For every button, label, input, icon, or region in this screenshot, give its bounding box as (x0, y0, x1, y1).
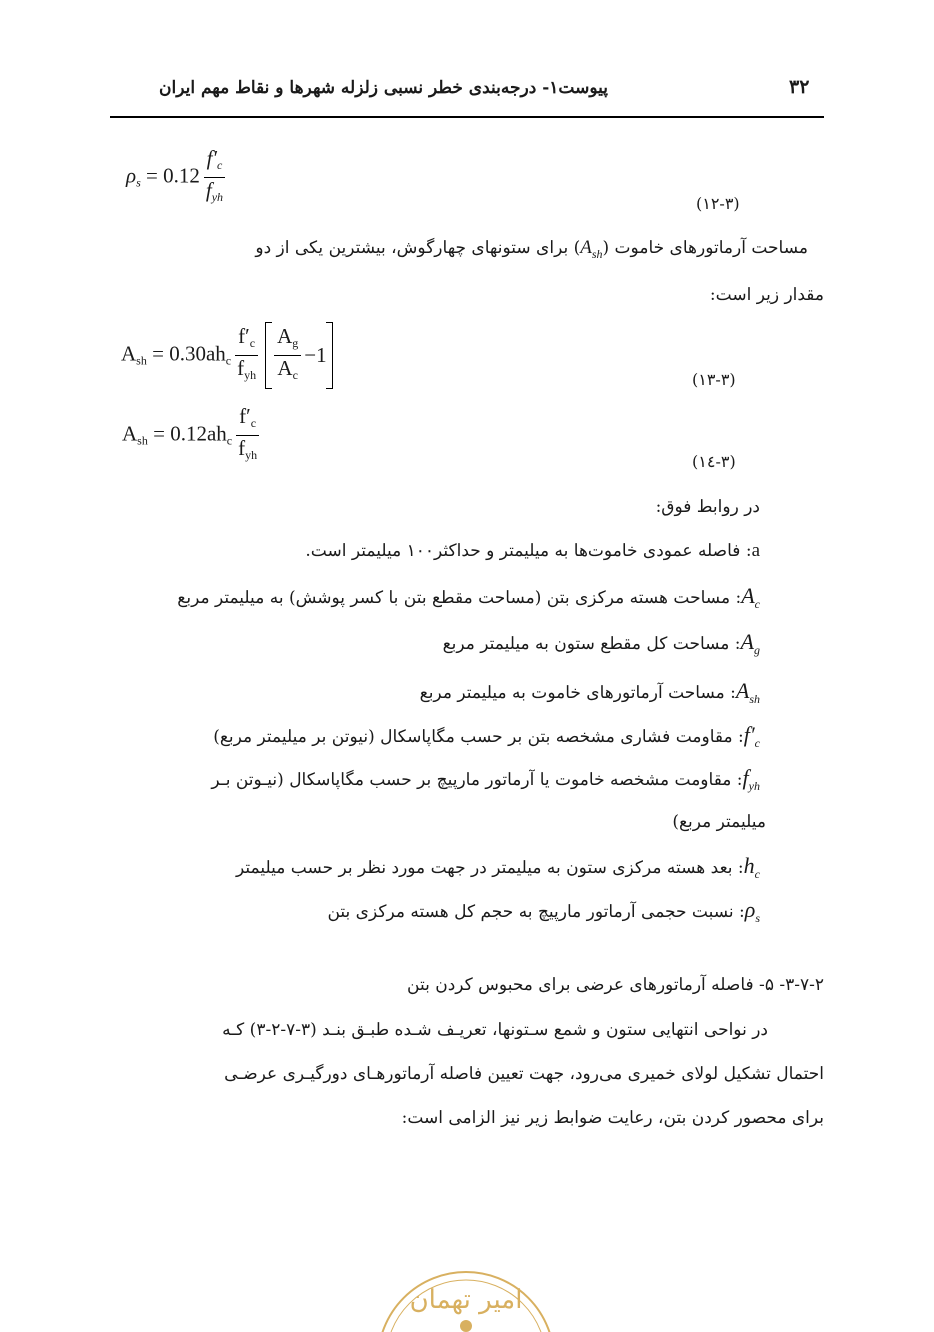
watermark-emblem (376, 1268, 556, 1332)
definition-fc: $f'_c$: مقاومت فشاری مشخصه بتن بر حسب مگاپاسکال (نیوتن بر میلیمتر مربع) (213, 722, 760, 750)
fraction: $\frac{f'_c}{f_{yh}}$ (238, 404, 258, 462)
section-line-2: احتمال تشکیل لولای خمیری می‌رود، جهت تعیین فاصله آرماتورهـای دورگیـری عرضـی (224, 1064, 824, 1084)
equation-14-3: $A_{sh} = 0.12ah_c$ $\frac{f'_c}{f_{yh}}$ (122, 404, 263, 467)
emblem-seal-icon (460, 1320, 472, 1332)
equation-number-14-3: (۱٤-۳) (692, 452, 736, 471)
definition-ac: $A_c$: مساحت هسته مرکزی بتن (مساحت مقطع بتن با کسر پوشش) به میلیمتر مربع (177, 583, 760, 611)
section-line-3: برای محصور کردن بتن، رعایت ضوابط زیر نیز الزامی است: (401, 1108, 824, 1128)
equation-13-3: $A_{sh} = 0.30ah_c$ $\frac{f'_c}{f_{yh}}$ $\frac{A_g}{A_c}$ −1 (121, 322, 336, 389)
section-line-1: در نواحی انتهایی ستون و شمع سـتونها، تعریـف شـده طبـق بنـد (۳-۷-۲-۳) کـه (222, 1020, 768, 1040)
emblem-text: امیر تهمان (409, 1285, 523, 1315)
ash-paragraph-line2: مقدار زیر است: (709, 285, 824, 305)
definition-fyh-continuation: میلیمتر مربع) (672, 812, 766, 832)
definition-fyh: $f_{yh}$: مقاومت مشخصه خاموت یا آرماتور مارپیچ بر حسب مگاپاسکال (نیـوتن بـر (211, 765, 760, 793)
page-number: ۳۲ (789, 76, 810, 98)
equation-number-13-3: (۱۳-۳) (692, 370, 736, 389)
definition-ag: $A_g$: مساحت کل مقطع ستون به میلیمتر مربع (442, 629, 760, 657)
definition-ash: $A_{sh}$: مساحت آرماتورهای خاموت به میلیمتر مربع (419, 678, 760, 706)
equation-number-12-3: (۱۲-۳) (696, 194, 740, 213)
header-rule (110, 116, 824, 118)
rho-symbol: ρ (126, 163, 137, 188)
running-header-title: پیوست۱- درجه‌بندی خطر نسبی زلزله شهرها و نقاط مهم ایران (159, 78, 608, 98)
equation-12-3: $\rho_s = 0.12$ $\frac{f'_c}{f_{yh}}$ (126, 146, 229, 209)
definition-a: a: فاصله عمودی خاموت‌ها به میلیمتر و حداکثر۱۰۰ میلیمتر است. (305, 540, 760, 561)
definition-rhos: $\rho_s$: نسبت حجمی آرماتور مارپیچ به حجم کل هسته مرکزی بتن (327, 897, 760, 925)
ash-paragraph-line1: مساحت آرماتورهای خاموت $(A_{sh})$ برای ستونهای چهارگوش، بیشترین یکی از دو (255, 237, 808, 261)
square-bracket: $\frac{A_g}{A_c}$ −1 (265, 322, 333, 389)
fraction: $\frac{f'_c}{f_{yh}}$ (203, 146, 226, 209)
definition-hc: $h_c$: بعد هسته مرکزی ستون به میلیمتر در جهت مورد نظر بر حسب میلیمتر (236, 853, 760, 881)
definitions-intro: در روابط فوق: (655, 497, 760, 517)
section-heading: ۳-۷-۲- ۵- فاصله آرماتورهای عرضی برای محبوس کردن بتن (407, 975, 824, 995)
fraction: $\frac{f'_c}{f_{yh}}$ (237, 324, 257, 382)
